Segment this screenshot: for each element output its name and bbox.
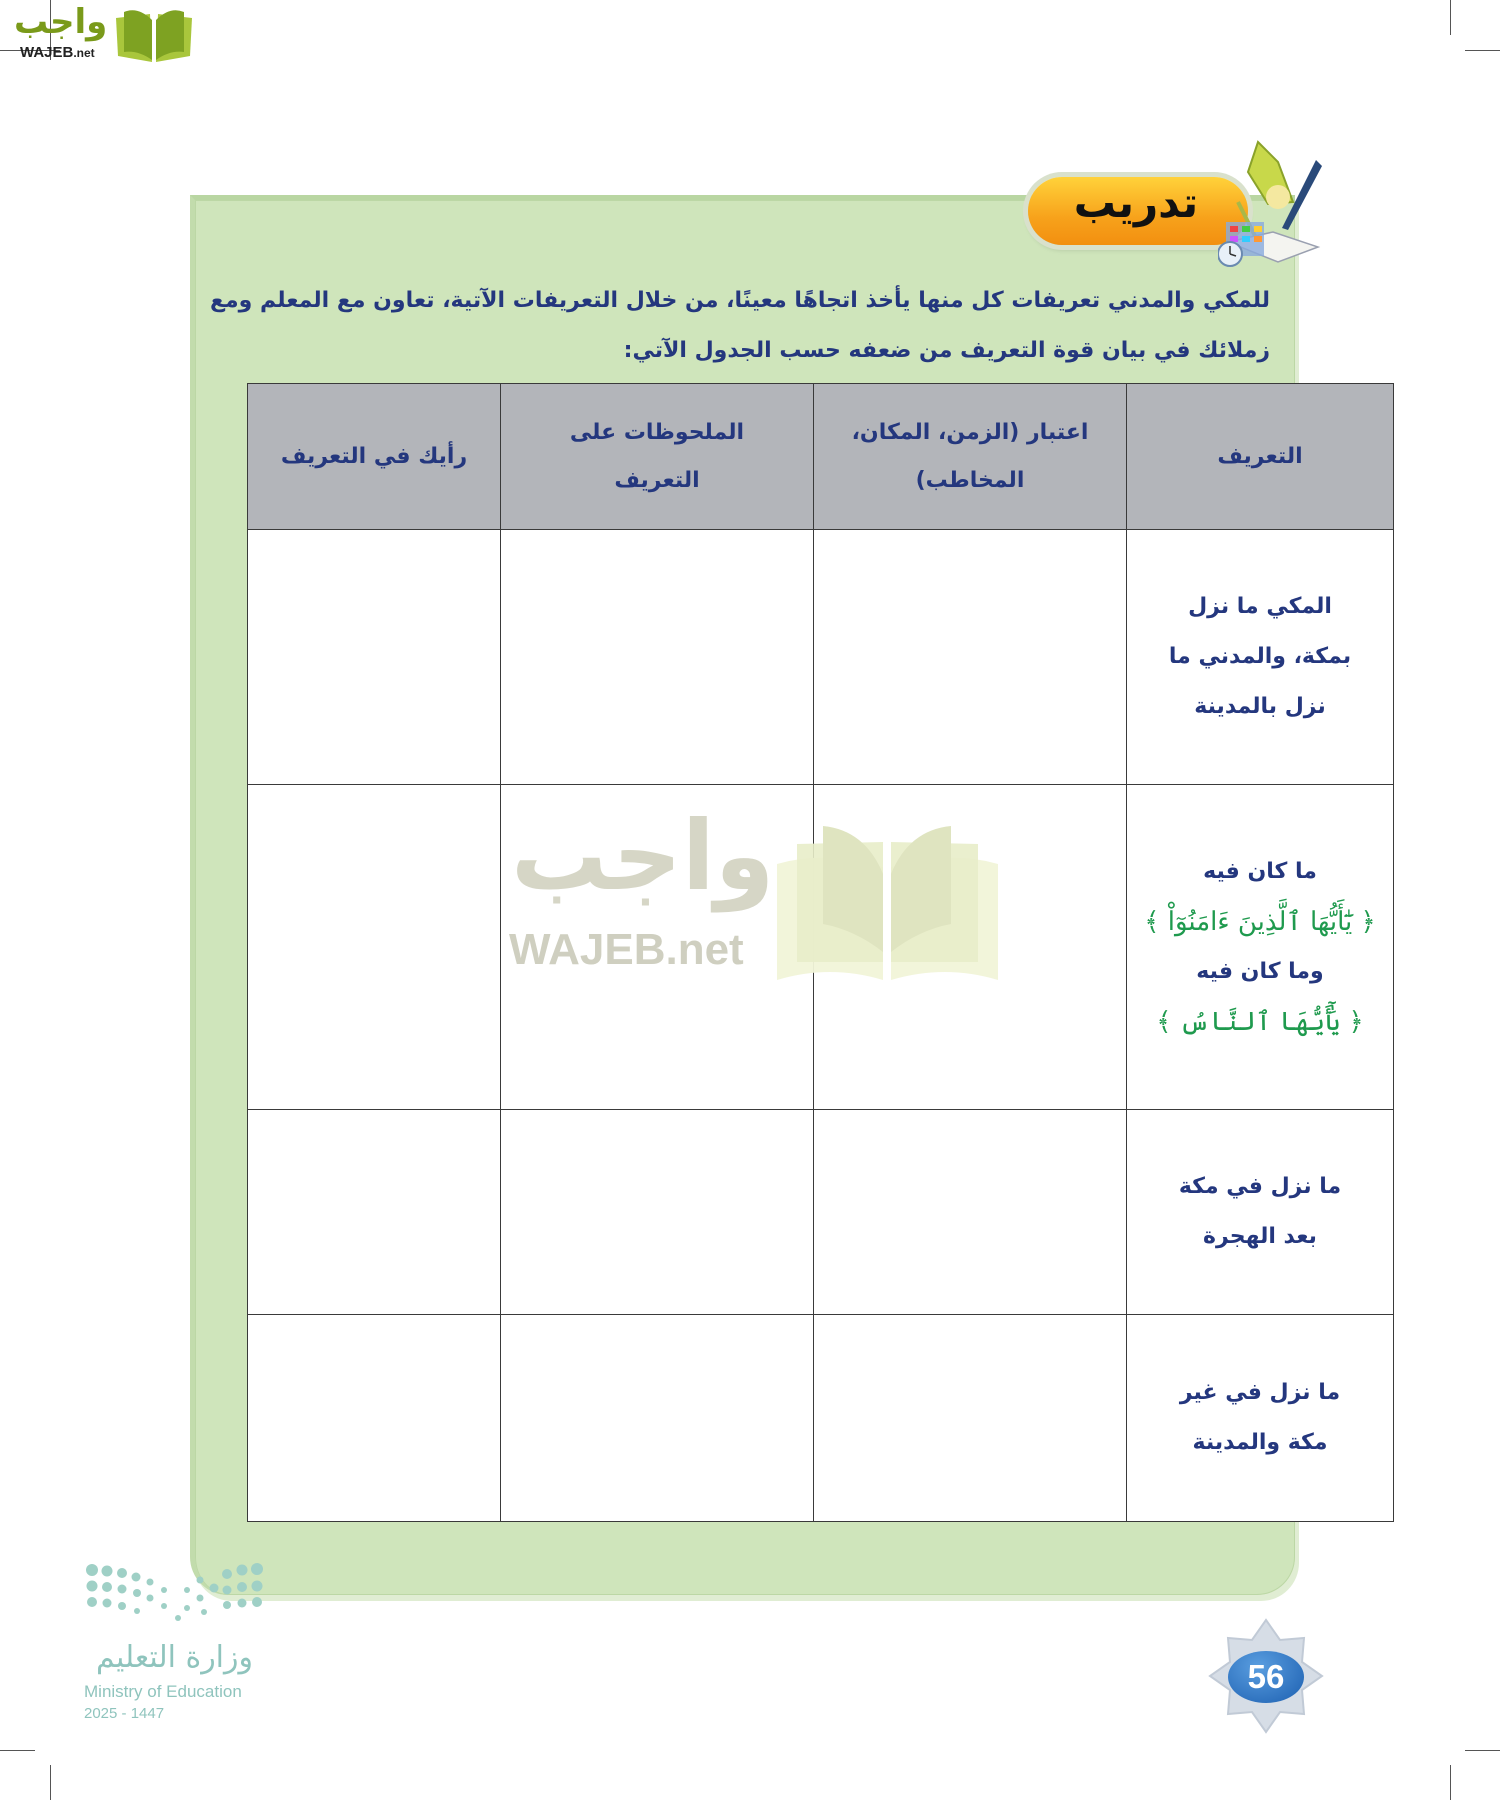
- site-logo-arabic: واجب: [14, 2, 108, 42]
- table-header-row: [248, 384, 1394, 530]
- definition-cell: ما نزل في غير مكة والمدينة: [1127, 1315, 1394, 1522]
- ministry-year: 2025 - 1447: [84, 1705, 165, 1722]
- badge-label: تدريب: [1073, 178, 1199, 227]
- notes-input[interactable]: [501, 1110, 814, 1315]
- desk-lamp-book-icon: [1218, 132, 1328, 272]
- crop-mark: [0, 1750, 35, 1751]
- opinion-input[interactable]: [248, 785, 501, 1110]
- page-number: 56: [1228, 1651, 1304, 1703]
- consideration-input[interactable]: [814, 785, 1127, 1110]
- opinion-input[interactable]: [248, 1110, 501, 1315]
- section-badge: [1028, 172, 1328, 272]
- consideration-input[interactable]: [814, 1315, 1127, 1522]
- notes-input[interactable]: [501, 785, 814, 1110]
- crop-mark: [1450, 1765, 1451, 1800]
- crop-mark: [1450, 0, 1451, 35]
- definitions-table: [247, 383, 1394, 1522]
- ministry-name-english: Ministry of Education: [84, 1682, 242, 1701]
- definition-cell: المكي ما نزل بمكة، والمدني ما نزل بالمدينة: [1127, 530, 1394, 785]
- table-row: [248, 1315, 1394, 1522]
- crop-mark: [50, 1765, 51, 1800]
- header-consideration: اعتبار (الزمن، المكان، المخاطب): [814, 384, 1127, 530]
- consideration-input[interactable]: [814, 1110, 1127, 1315]
- page-number-badge: [1208, 1618, 1324, 1734]
- definition-text: ما كان فيه: [1203, 859, 1317, 884]
- ministry-name-arabic: وزارة التعليم: [95, 1640, 253, 1675]
- table-row: [248, 785, 1394, 1110]
- ministry-dots-emblem: [82, 1560, 272, 1630]
- definition-cell: ما نزل في مكة بعد الهجرة: [1127, 1110, 1394, 1315]
- definition-text: وما كان فيه: [1196, 959, 1324, 984]
- quran-verse-believers: ﴿ يَٰٓأَيُّهَا ٱلَّذِينَ ءَامَنُوٓاْ ﴾: [1144, 907, 1376, 937]
- crop-mark: [1465, 1750, 1500, 1751]
- quran-verse-people: ﴿ يَٰٓأَيُّهَا ٱلنَّاسُ ﴾: [1156, 1007, 1364, 1037]
- header-notes: الملحوظات على التعريف: [501, 384, 814, 530]
- table-row: [248, 1110, 1394, 1315]
- header-definition: التعريف: [1127, 384, 1394, 530]
- definition-cell: [1127, 785, 1394, 1110]
- table-row: [248, 530, 1394, 785]
- site-logo[interactable]: [8, 4, 188, 68]
- notes-input[interactable]: [501, 530, 814, 785]
- open-book-icon: [114, 6, 194, 64]
- opinion-input[interactable]: [248, 1315, 501, 1522]
- opinion-input[interactable]: [248, 530, 501, 785]
- site-logo-english: WAJEB.net: [20, 44, 95, 61]
- watermark-arabic: واجب: [511, 800, 775, 912]
- crop-mark: [1465, 50, 1500, 51]
- watermark-english: WAJEB.net: [509, 925, 744, 974]
- header-opinion: رأيك في التعريف: [248, 384, 501, 530]
- exercise-instructions: للمكي والمدني تعريفات كل منها يأخذ اتجاهًا معينًا، من خلال التعريفات الآتية، تعاون مع المعلم ومع زملائك في بيان قوة التعريف من ضعفه حسب الجدول الآتي:: [209, 288, 1270, 363]
- ministry-logo: [82, 1560, 282, 1730]
- consideration-input[interactable]: [814, 530, 1127, 785]
- notes-input[interactable]: [501, 1315, 814, 1522]
